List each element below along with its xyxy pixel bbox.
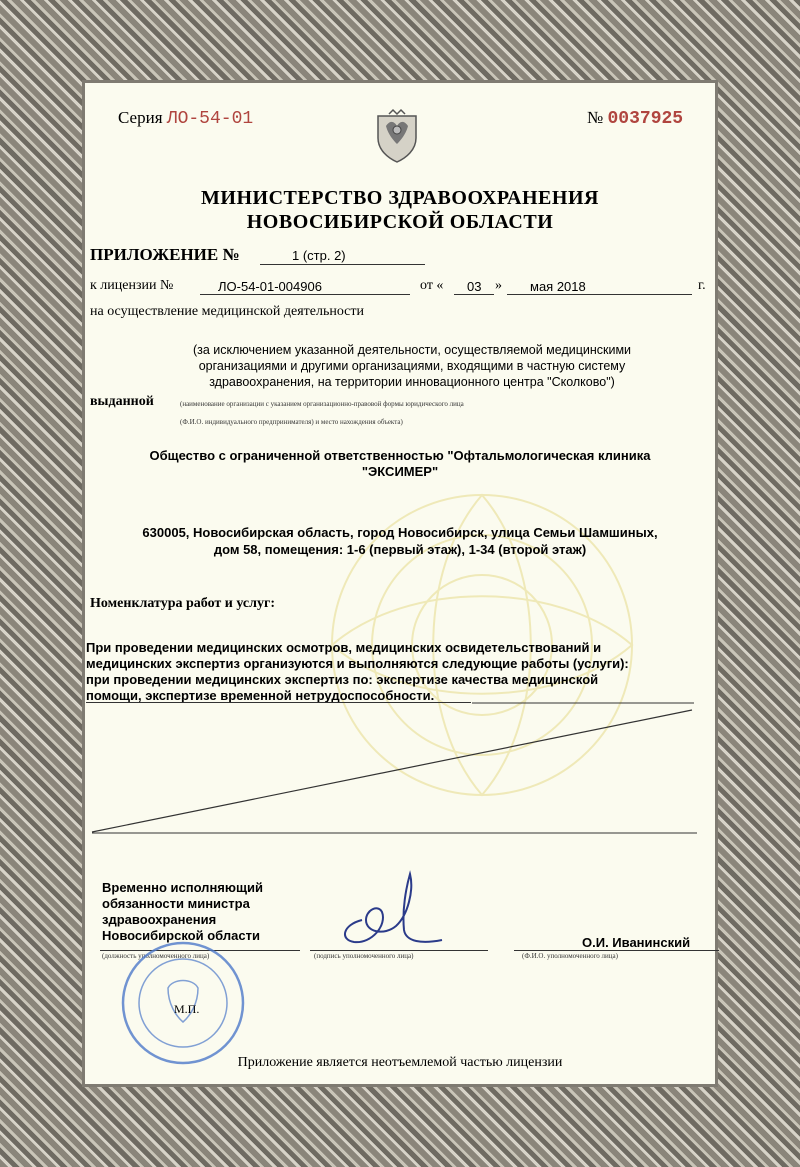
position-line: обязанности министра xyxy=(102,896,250,911)
stamp-label: М.П. xyxy=(174,1002,200,1016)
license-day-line xyxy=(454,294,494,295)
nomenclature-line: при проведении медицинских экспертиз по: экспертизе качества медицинской xyxy=(86,672,599,687)
issued-hint-2: (Ф.И.О. индивидуального предпринимателя) и место нахождения объекта) xyxy=(180,418,403,426)
ministry-line-1: МИНИСТЕРСТВО ЗДРАВООХРАНЕНИЯ xyxy=(201,187,599,209)
ministry-line-2: НОВОСИБИРСКОЙ ОБЛАСТИ xyxy=(246,211,554,233)
position-line: здравоохранения xyxy=(102,912,217,927)
nomenclature-line: При проведении медицинских осмотров, медицинских освидетельствований и xyxy=(86,640,602,655)
address-line-2: дом 58, помещения: 1-6 (первый этаж), 1-34 (второй этаж) xyxy=(213,542,587,557)
license-year-suffix: г. xyxy=(698,278,706,293)
series-row xyxy=(118,108,253,129)
signatory-name: О.И. Иванинский xyxy=(582,935,691,950)
number-row xyxy=(587,108,683,129)
series-value: ЛО-54-01 xyxy=(166,109,254,129)
license-day-close: » xyxy=(495,278,502,293)
signatory-position xyxy=(102,880,263,944)
number-label: № xyxy=(587,108,604,127)
issued-hint-1: (наименование организации с указанием организационно-правовой формы юридического лица xyxy=(180,400,464,408)
exclusion-line: организациями и другими организациями, входящими в частную систему xyxy=(198,359,626,373)
series-label: Серия xyxy=(118,108,163,127)
organization-address xyxy=(82,524,718,558)
license-day: 03 xyxy=(467,279,482,294)
license-date-line xyxy=(507,294,692,295)
blank-space-strike xyxy=(82,680,718,850)
activity-exclusion xyxy=(112,342,712,390)
nomenclature-label: Номенклатура работ и услуг: xyxy=(90,596,275,611)
organization-line-1: Общество с ограниченной ответственностью "Офтальмологическая клиника xyxy=(149,448,651,463)
handwritten-signature xyxy=(332,870,452,955)
organization-name xyxy=(82,448,718,480)
position-hint: (должность уполномоченного лица) xyxy=(102,952,210,960)
document-paper xyxy=(82,80,718,1087)
organization-line-2: "ЭКСИМЕР" xyxy=(361,464,439,479)
coat-of-arms-icon xyxy=(368,106,426,164)
footer-text: Приложение является неотъемлемой частью лицензии xyxy=(237,1055,563,1070)
ministry-title xyxy=(82,186,718,234)
license-label: к лицензии № xyxy=(90,278,174,293)
nomenclature-line: помощи, экспертизе временной нетрудоспособности. xyxy=(86,688,435,703)
exclusion-line: (за исключением указанной деятельности, осуществляемой медицинскими xyxy=(192,343,632,357)
license-month-year: мая 2018 xyxy=(530,279,586,294)
number-value: 0037925 xyxy=(607,109,684,129)
license-number: ЛО-54-01-004906 xyxy=(218,279,322,294)
exclusion-line: здравоохранения, на территории инновационного центра "Сколково") xyxy=(209,375,615,389)
position-line: Новосибирской области xyxy=(102,928,260,943)
issued-label: выданной xyxy=(90,394,154,409)
signature-hint: (подпись уполномоченного лица) xyxy=(314,952,414,960)
nomenclature-line: медицинских экспертиз организуются и выполняются следующие работы (услуги): xyxy=(86,656,629,671)
license-number-line xyxy=(200,294,410,295)
appendix-label: ПРИЛОЖЕНИЕ № xyxy=(90,245,240,264)
position-line: Временно исполняющий xyxy=(102,880,263,895)
address-line-1: 630005, Новосибирская область, город Новосибирск, улица Семьи Шамшиных, xyxy=(142,525,658,540)
name-hint: (Ф.И.О. уполномоченного лица) xyxy=(522,952,618,960)
activity-label: на осуществление медицинской деятельности xyxy=(90,304,365,319)
appendix-line xyxy=(260,264,425,265)
name-line xyxy=(514,950,719,951)
appendix-value: 1 (стр. 2) xyxy=(292,248,346,263)
license-from-label: от « xyxy=(420,278,444,293)
